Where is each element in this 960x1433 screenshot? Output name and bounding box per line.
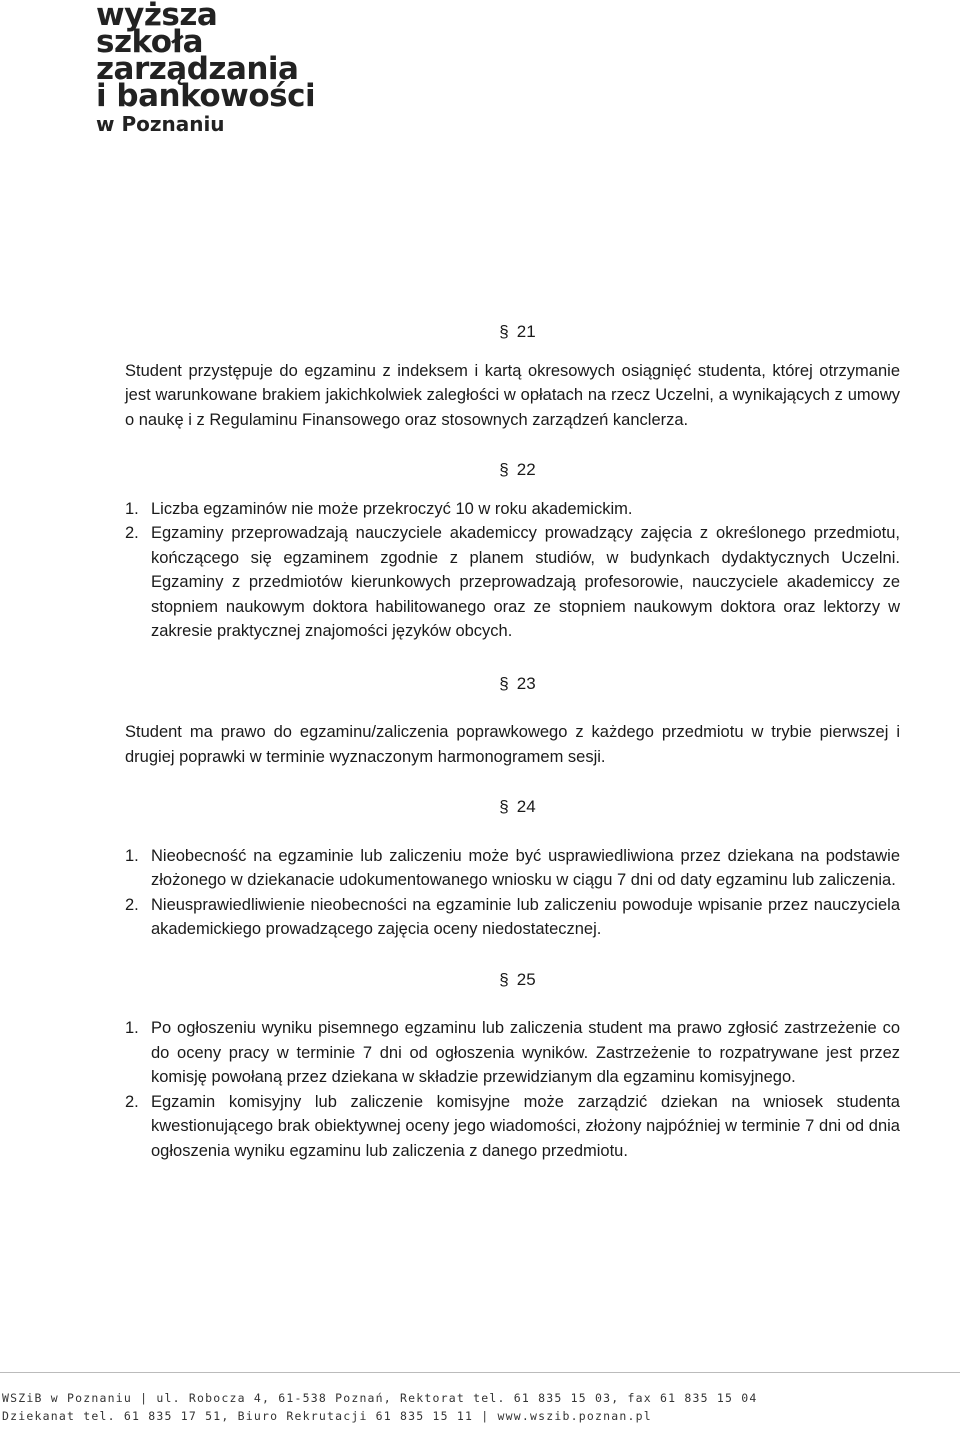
section-25-list — [125, 1016, 900, 1163]
list-item — [125, 893, 900, 942]
list-item-number: 1. — [125, 499, 139, 518]
section-symbol: § — [499, 797, 509, 816]
section-symbol: § — [499, 673, 509, 693]
list-item-number: 1. — [125, 846, 139, 865]
section-heading-21 — [135, 320, 900, 345]
university-logo — [96, 0, 316, 136]
logo-line-5: w Poznaniu — [96, 112, 225, 136]
list-item-number: 2. — [125, 524, 139, 542]
section-21-text: Student przystępuje do egzaminu z indeksem i kartą okresowych osiągnięć studenta, której otrzymanie jest warunkowane brakiem jakichkolwiek zaległości w opłatach na rzecz Uczelni, a wynikających z umowy o naukę i z Regulaminu Finansowego oraz stosownych zarządzeń kanclerza. — [125, 361, 900, 429]
list-item — [125, 497, 900, 522]
list-item-text: Nieusprawiedliwienie nieobecności na egzaminie lub zaliczeniu powoduje wpisanie przez nauczyciela akademickiego prowadzącego zajęcia oceny niedostatecznej. — [151, 895, 900, 938]
section-symbol: § — [499, 460, 509, 479]
section-heading-24 — [135, 795, 900, 820]
logo-line-4: i bankowości — [96, 78, 316, 114]
list-item-text: Po ogłoszeniu wyniku pisemnego egzaminu lub zaliczenia student ma prawo zgłosić zastrzeżenie co do oceny pracy w terminie 7 dni od ogłoszenia wyników. Zastrzeżenie to rozpatrywane jest przez komisję powołaną przez dziekana w składzie przewidzianym dla egzaminu komisyjnego. — [151, 1019, 900, 1086]
section-22-list — [125, 497, 900, 644]
list-item — [125, 1016, 900, 1090]
list-item — [125, 521, 900, 644]
logo-line-3: zarządzania — [96, 51, 299, 87]
footer-line-2: Dziekanat tel. 61 835 17 51, Biuro Rekrutacji 61 835 15 11 | www.wszib.poznan.pl — [2, 1409, 652, 1423]
section-number: 22 — [516, 460, 536, 479]
section-number: 23 — [516, 673, 536, 693]
document-body — [125, 320, 900, 1163]
section-heading-23 — [135, 672, 900, 697]
section-symbol: § — [499, 969, 509, 989]
list-item-number: 2. — [125, 895, 139, 914]
section-number: 25 — [516, 969, 536, 989]
section-24-list — [125, 844, 900, 942]
logo-line-1: wyższa — [96, 0, 218, 33]
section-heading-25 — [135, 968, 900, 993]
section-number: 21 — [516, 322, 536, 341]
list-item — [125, 1090, 900, 1164]
section-heading-22 — [135, 458, 900, 483]
page-footer — [0, 1372, 960, 1425]
list-item-text: Liczba egzaminów nie może przekroczyć 10 w roku akademickim. — [151, 499, 633, 518]
section-symbol: § — [499, 322, 509, 341]
section-23-text: Student ma prawo do egzaminu/zaliczenia poprawkowego z każdego przedmiotu w trybie pierwszej i drugiej poprawki w terminie wyznaczonym harmonogramem sesji. — [125, 723, 900, 766]
list-item-number: 2. — [125, 1092, 139, 1111]
list-item-number: 1. — [125, 1019, 139, 1037]
list-item-text: Nieobecność na egzaminie lub zaliczeniu może być usprawiedliwiona przez dziekana na podstawie złożonego w dziekanacie udokumentowanego wniosku w ciągu 7 dni od daty egzaminu lub zaliczenia. — [151, 846, 900, 889]
list-item-text: Egzaminy przeprowadzają nauczyciele akademiccy prowadzący zajęcia z określonego przedmiotu, kończącego się egzaminem zgodnie z planem studiów, w budynkach dydaktycznych Uczelni. Egzaminy z przedmiotów kierunkowych przeprowadzają profesorowie, nauczyciele akademiccy ze stopniem naukowym doktora habilitowanego oraz ze stopniem naukowym doktora oraz lektorzy w zakresie praktycznej znajomości języków obcych. — [151, 524, 900, 640]
footer-line-1: WSZiB w Poznaniu | ul. Robocza 4, 61-538 Poznań, Rektorat tel. 61 835 15 03, fax 61 835 15 04 — [2, 1391, 758, 1405]
list-item-text: Egzamin komisyjny lub zaliczenie komisyjne może zarządzić dziekan na wniosek studenta kwestionującego brak obiektywnej oceny jego wiadomości, złożony najpóźniej w terminie 7 dni od dnia ogłoszenia wyniku egzaminu lub zaliczenia z danego przedmiotu. — [151, 1092, 900, 1160]
list-item — [125, 844, 900, 893]
section-number: 24 — [516, 797, 536, 816]
logo-line-2: szkoła — [96, 24, 203, 60]
